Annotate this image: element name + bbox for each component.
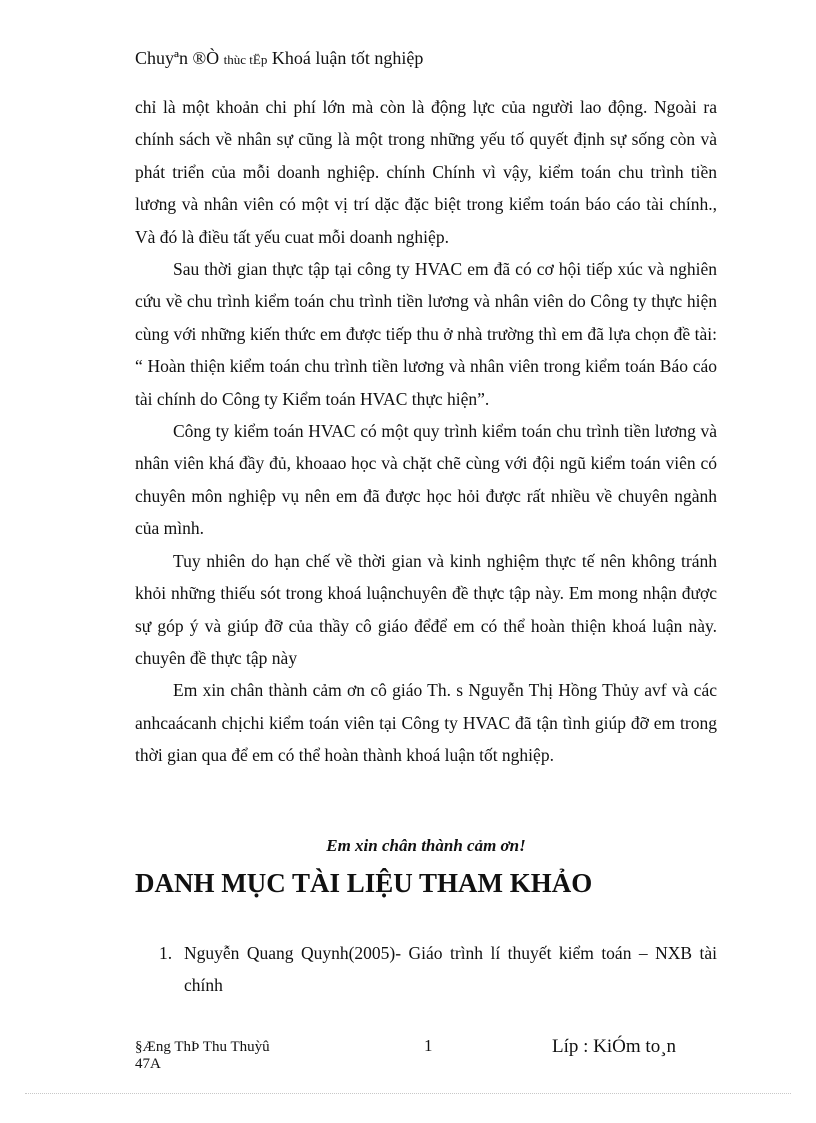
- footer-class-label: Líp : KiÓm to¸n: [552, 1036, 677, 1057]
- header-text-part2: ®Ò: [192, 48, 220, 68]
- paragraph: Em xin chân thành cảm ơn cô giáo Th. s Nguyễn Thị Hồng Thủy avf và các anhcaácanh chịchi kiểm toán viên tại Công ty HVAC đã tận tình giúp đỡ em trong thời gian qua để em có thể hoàn thành khoá luận tốt nghiệp.: [135, 680, 717, 766]
- paragraph: Công ty kiểm toán HVAC có một quy trình kiểm toán chu trình tiền lương và nhân viên khá đầy đủ, khoaao học và chặt chẽ cùng với đội ngũ kiểm toán viên có chuyên môn nghiệp vụ nên em đã được học hỏi được rất nhiều về chuyên ngành của mình.: [135, 421, 717, 539]
- body-text: [135, 91, 717, 772]
- page-edge-divider: [25, 1093, 791, 1094]
- page-number: 1: [424, 1036, 433, 1055]
- header-text-part3: thùc tËp: [223, 52, 268, 67]
- reference-number: 1.: [159, 943, 173, 963]
- reference-text: Nguyễn Quang Quynh(2005)- Giáo trình lí thuyết kiểm toán – NXB tài chính: [184, 943, 717, 996]
- header-text-part4: Khoá luận tốt nghiệp: [271, 48, 424, 68]
- paragraph: Tuy nhiên do hạn chế về thời gian và kinh nghiệm thực tế nên không tránh khỏi những thiếu sót trong khoá luậnchuyên đề thực tập này. Em mong nhận được sự góp ý và giúp đỡ của thầy cô giáo đểđể em có thể hoàn thiện khoá luận này. chuyên đề thực tập này: [135, 550, 717, 668]
- footer-author-name: §Æng ThÞ Thu Thuỳû: [135, 1039, 270, 1055]
- references-heading: DANH MỤC TÀI LIỆU THAM KHẢO: [135, 868, 593, 898]
- paragraph: chỉ là một khoản chi phí lớn mà còn là động lực của người lao động. Ngoài ra chính sách về nhân sự cũng là một trong những yếu tố quyết định sự sống còn và phát triển của mỗi doanh nghiệp. chính Chính vì vậy, kiểm toán chu trình tiền lương và nhân viên có một vị trí dặc đặc biệt trong kiểm toán báo cáo tài chính., Và đó là điều tất yếu cuat mỗi doanh nghiệp.: [135, 97, 717, 247]
- footer-author: [135, 1039, 270, 1073]
- paragraph: Sau thời gian thực tập tại công ty HVAC em đã có cơ hội tiếp xúc và nghiên cứu về chu trình kiểm toán chu trình tiền lương và nhân viên do Công ty thực hiện cùng với những kiến thức em được tiếp thu ở nhà trường thì em đã lựa chọn đề tài: “ Hoàn thiện kiểm toán chu trình tiền lương và nhân viên trong kiểm toán Báo cáo tài chính do Công ty Kiểm toán HVAC thực hiện”.: [135, 259, 717, 409]
- header-text-part1: Chuyªn: [135, 48, 188, 68]
- reference-item: [135, 937, 717, 1002]
- thanks-line: Em xin chân thành cảm ơn!: [326, 836, 526, 855]
- footer-author-class: 47A: [135, 1056, 161, 1072]
- running-header: [135, 48, 423, 69]
- references-list: [135, 937, 717, 1002]
